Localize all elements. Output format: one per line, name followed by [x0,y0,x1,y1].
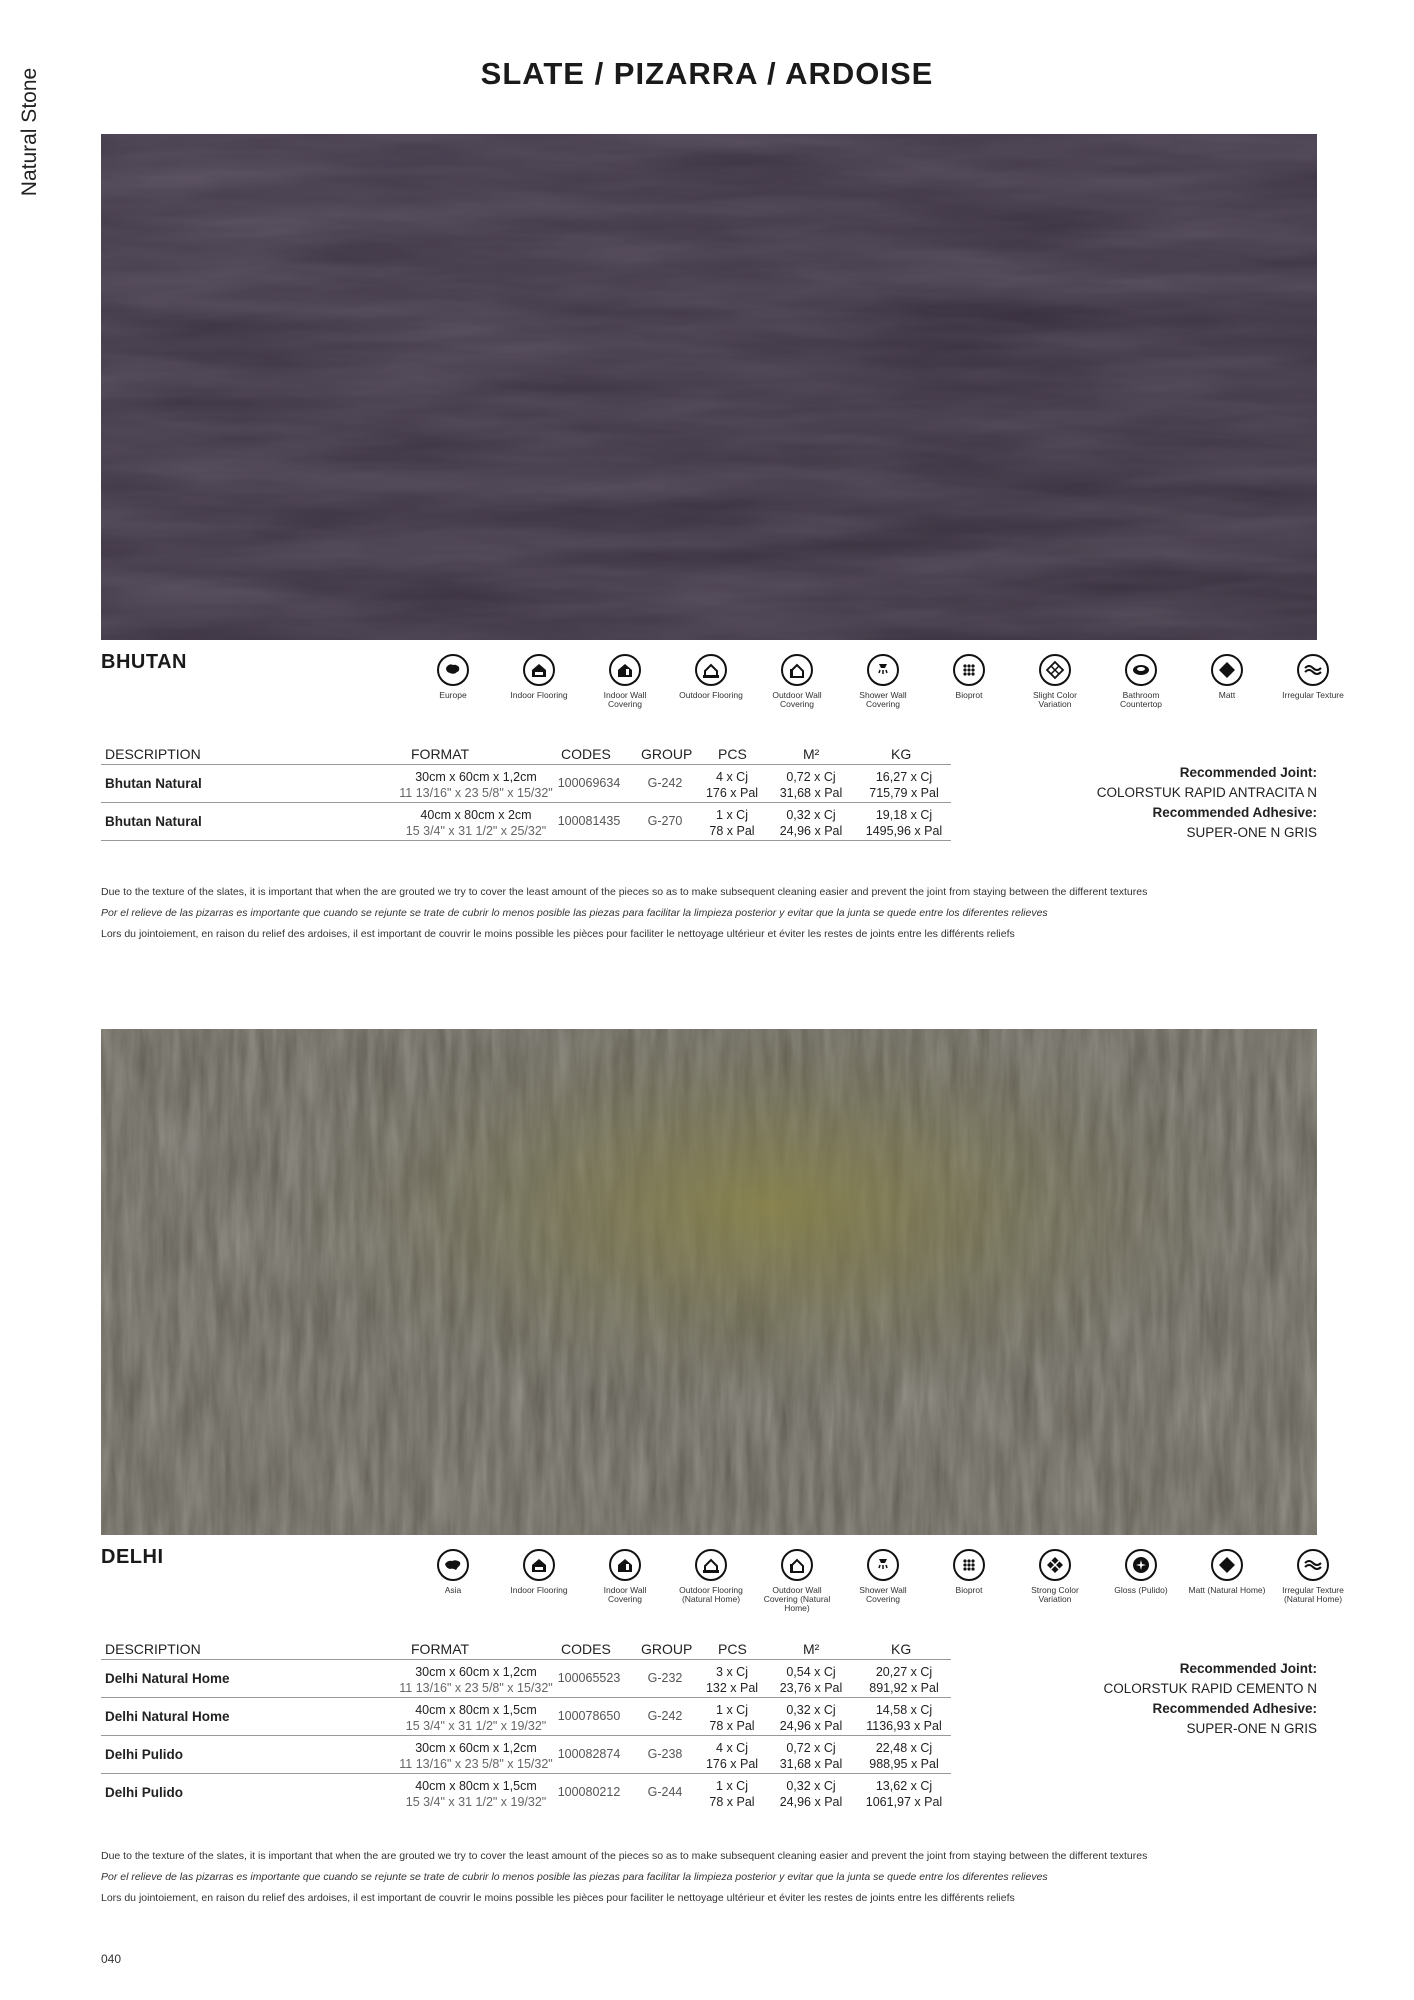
bioprot-feature: Bioprot [926,654,1012,700]
bhutan-product-name: BHUTAN [101,651,187,673]
indoor-wall-covering-feature: Indoor Wall Covering [582,654,668,709]
header-format: FORMAT [411,1641,470,1657]
recommended-joint-value: COLORSTUK RAPID CEMENTO N [1103,1681,1317,1696]
matt-icon [1211,1549,1243,1581]
header-m2: M² [803,746,820,762]
note-spanish: Por el relieve de las pizarras es importante que cuando se rejunte se trate de cubrir lo menos posible las piezas para facilitar la limpieza posterior y evitar que la junta se quede entre los diferentes relieves [101,1871,1048,1883]
matt-icon [1211,654,1243,686]
globe-europe-icon [437,654,469,686]
irregular-texture-icon [1297,1549,1329,1581]
irregular-texture-icon [1297,654,1329,686]
table-header [101,1641,951,1660]
table-row: Bhutan Natural 40cm x 80cm x 2cm 15 3/4" x 31 1/2" x 25/32" 100081435 G-270 1 x Cj 78 x Pal 0,32 x Cj 24,96 x Pal 19,18 x Cj 1495,96 x Pal [101,803,951,841]
bioprot-icon [953,1549,985,1581]
bioprot-feature: Bioprot [926,1549,1012,1595]
delhi-feature-icons [410,1549,1344,1649]
header-m2: M² [803,1641,820,1657]
delhi-recommendations [997,1659,1317,1739]
delhi-stone-image [101,1029,1317,1535]
globe-asia-icon [437,1549,469,1581]
bhutan-spec-table [101,746,951,841]
indoor-flooring-feature: Indoor Flooring [496,654,582,700]
table-row: Bhutan Natural 30cm x 60cm x 1,2cm 11 13/16" x 23 5/8" x 15/32" 100069634 G-242 4 x Cj 176 x Pal 0,72 x Cj 31,68 x Pal 16,27 x Cj 715,79 x Pal [101,765,951,803]
gloss-feature: Gloss (Pulido) [1098,1549,1184,1595]
section-side-label: Natural Stone [18,67,41,197]
table-header [101,746,951,765]
matt-feature: Matt (Natural Home) [1184,1549,1270,1595]
outdoor-wall-covering-icon [781,1549,813,1581]
outdoor-flooring-icon [695,654,727,686]
note-french: Lors du jointoiement, en raison du relief des ardoises, il est important de couvrir le moins possible les pièces pour faciliter le nettoyage ultérieur et éviter les restes de joints entre les différents reliefs [101,1892,1015,1904]
asia-feature: Asia [410,1549,496,1595]
recommended-adhesive-value: SUPER-ONE N GRIS [1186,825,1317,840]
header-description: DESCRIPTION [105,746,201,762]
irregular-texture-feature: Irregular Texture [1270,654,1356,700]
table-row: Delhi Pulido 30cm x 60cm x 1,2cm 11 13/16" x 23 5/8" x 15/32" 100082874 G-238 4 x Cj 176 x Pal 0,72 x Cj 31,68 x Pal 22,48 x Cj 988,95 x Pal [101,1736,951,1774]
indoor-flooring-feature: Indoor Flooring [496,1549,582,1595]
slight-color-variation-icon [1039,654,1071,686]
slight-color-variation-feature: Slight Color Variation [1012,654,1098,709]
shower-wall-covering-feature: Shower Wall Covering [840,654,926,709]
note-english: Due to the texture of the slates, it is important that when the are grouted we try to cover the least amount of the pieces so as to make subsequent cleaning easier and prevent the joint from staying between the different textures [101,886,1148,898]
recommended-joint-label: Recommended Joint: [1179,1661,1317,1676]
shower-wall-covering-icon [867,654,899,686]
bathroom-countertop-icon [1125,654,1157,686]
indoor-flooring-icon [523,654,555,686]
table-row: Delhi Pulido 40cm x 80cm x 1,5cm 15 3/4" x 31 1/2" x 19/32" 100080212 G-244 1 x Cj 78 x Pal 0,32 x Cj 24,96 x Pal 13,62 x Cj 1061,97 x Pal [105,1779,943,1809]
gloss-icon [1125,1549,1157,1581]
page-title: SLATE / PIZARRA / ARDOISE [480,56,934,91]
indoor-wall-covering-icon [609,1549,641,1581]
outdoor-flooring-icon [695,1549,727,1581]
header-kg: KG [891,1641,912,1657]
indoor-flooring-icon [523,1549,555,1581]
note-english: Due to the texture of the slates, it is important that when the are grouted we try to cover the least amount of the pieces so as to make subsequent cleaning easier and prevent the joint from staying between the different textures [101,1850,1148,1862]
recommended-joint-label: Recommended Joint: [1179,765,1317,780]
header-codes: CODES [561,746,611,762]
table-row: Delhi Natural Home 30cm x 60cm x 1,2cm 11 13/16" x 23 5/8" x 15/32" 100065523 G-232 3 x Cj 132 x Pal 0,54 x Cj 23,76 x Pal 20,27 x Cj 891,92 x Pal [101,1660,951,1698]
bhutan-feature-icons [410,654,1344,754]
recommended-adhesive-label: Recommended Adhesive: [1152,805,1317,820]
europe-feature: Europe [410,654,496,700]
strong-color-variation-feature: Strong Color Variation [1012,1549,1098,1604]
bhutan-stone-image [101,134,1317,640]
bhutan-grouting-notes [101,882,1321,945]
recommended-adhesive-value: SUPER-ONE N GRIS [1186,1721,1317,1736]
indoor-wall-covering-feature: Indoor Wall Covering [582,1549,668,1604]
note-french: Lors du jointoiement, en raison du relief des ardoises, il est important de couvrir le moins possible les pièces pour faciliter le nettoyage ultérieur et éviter les restes de joints entre les différents reliefs [101,928,1015,940]
matt-feature: Matt [1184,654,1270,700]
outdoor-flooring-feature: Outdoor Flooring (Natural Home) [668,1549,754,1604]
shower-wall-covering-feature: Shower Wall Covering [840,1549,926,1604]
outdoor-flooring-feature: Outdoor Flooring [668,654,754,700]
strong-color-variation-icon [1039,1549,1071,1581]
bhutan-recommendations [997,763,1317,843]
bathroom-countertop-feature: Bathroom Countertop [1098,654,1184,709]
note-spanish: Por el relieve de las pizarras es importante que cuando se rejunte se trate de cubrir lo menos posible las piezas para facilitar la limpieza posterior y evitar que la junta se quede entre los diferentes relieves [101,907,1048,919]
recommended-adhesive-label: Recommended Adhesive: [1152,1701,1317,1716]
table-row: Delhi Natural Home 40cm x 80cm x 1,5cm 15 3/4" x 31 1/2" x 19/32" 100078650 G-242 1 x Cj 78 x Pal 0,32 x Cj 24,96 x Pal 14,58 x Cj 1136,93 x Pal [101,1698,951,1736]
header-format: FORMAT [411,746,470,762]
outdoor-wall-covering-icon [781,654,813,686]
header-pcs: PCS [718,1641,747,1657]
bioprot-icon [953,654,985,686]
delhi-product-name: DELHI [101,1546,164,1568]
indoor-wall-covering-icon [609,654,641,686]
irregular-texture-feature: Irregular Texture (Natural Home) [1270,1549,1356,1604]
delhi-spec-table [101,1641,951,1811]
shower-wall-covering-icon [867,1549,899,1581]
header-description: DESCRIPTION [105,1641,201,1657]
header-pcs: PCS [718,746,747,762]
delhi-grouting-notes [101,1846,1321,1909]
recommended-joint-value: COLORSTUK RAPID ANTRACITA N [1096,785,1317,800]
header-group: GROUP [641,1641,693,1657]
header-kg: KG [891,746,912,762]
page-number: 040 [101,1952,122,1966]
header-codes: CODES [561,1641,611,1657]
header-group: GROUP [641,746,693,762]
outdoor-wall-covering-feature: Outdoor Wall Covering (Natural Home) [754,1549,840,1613]
outdoor-wall-covering-feature: Outdoor Wall Covering [754,654,840,709]
